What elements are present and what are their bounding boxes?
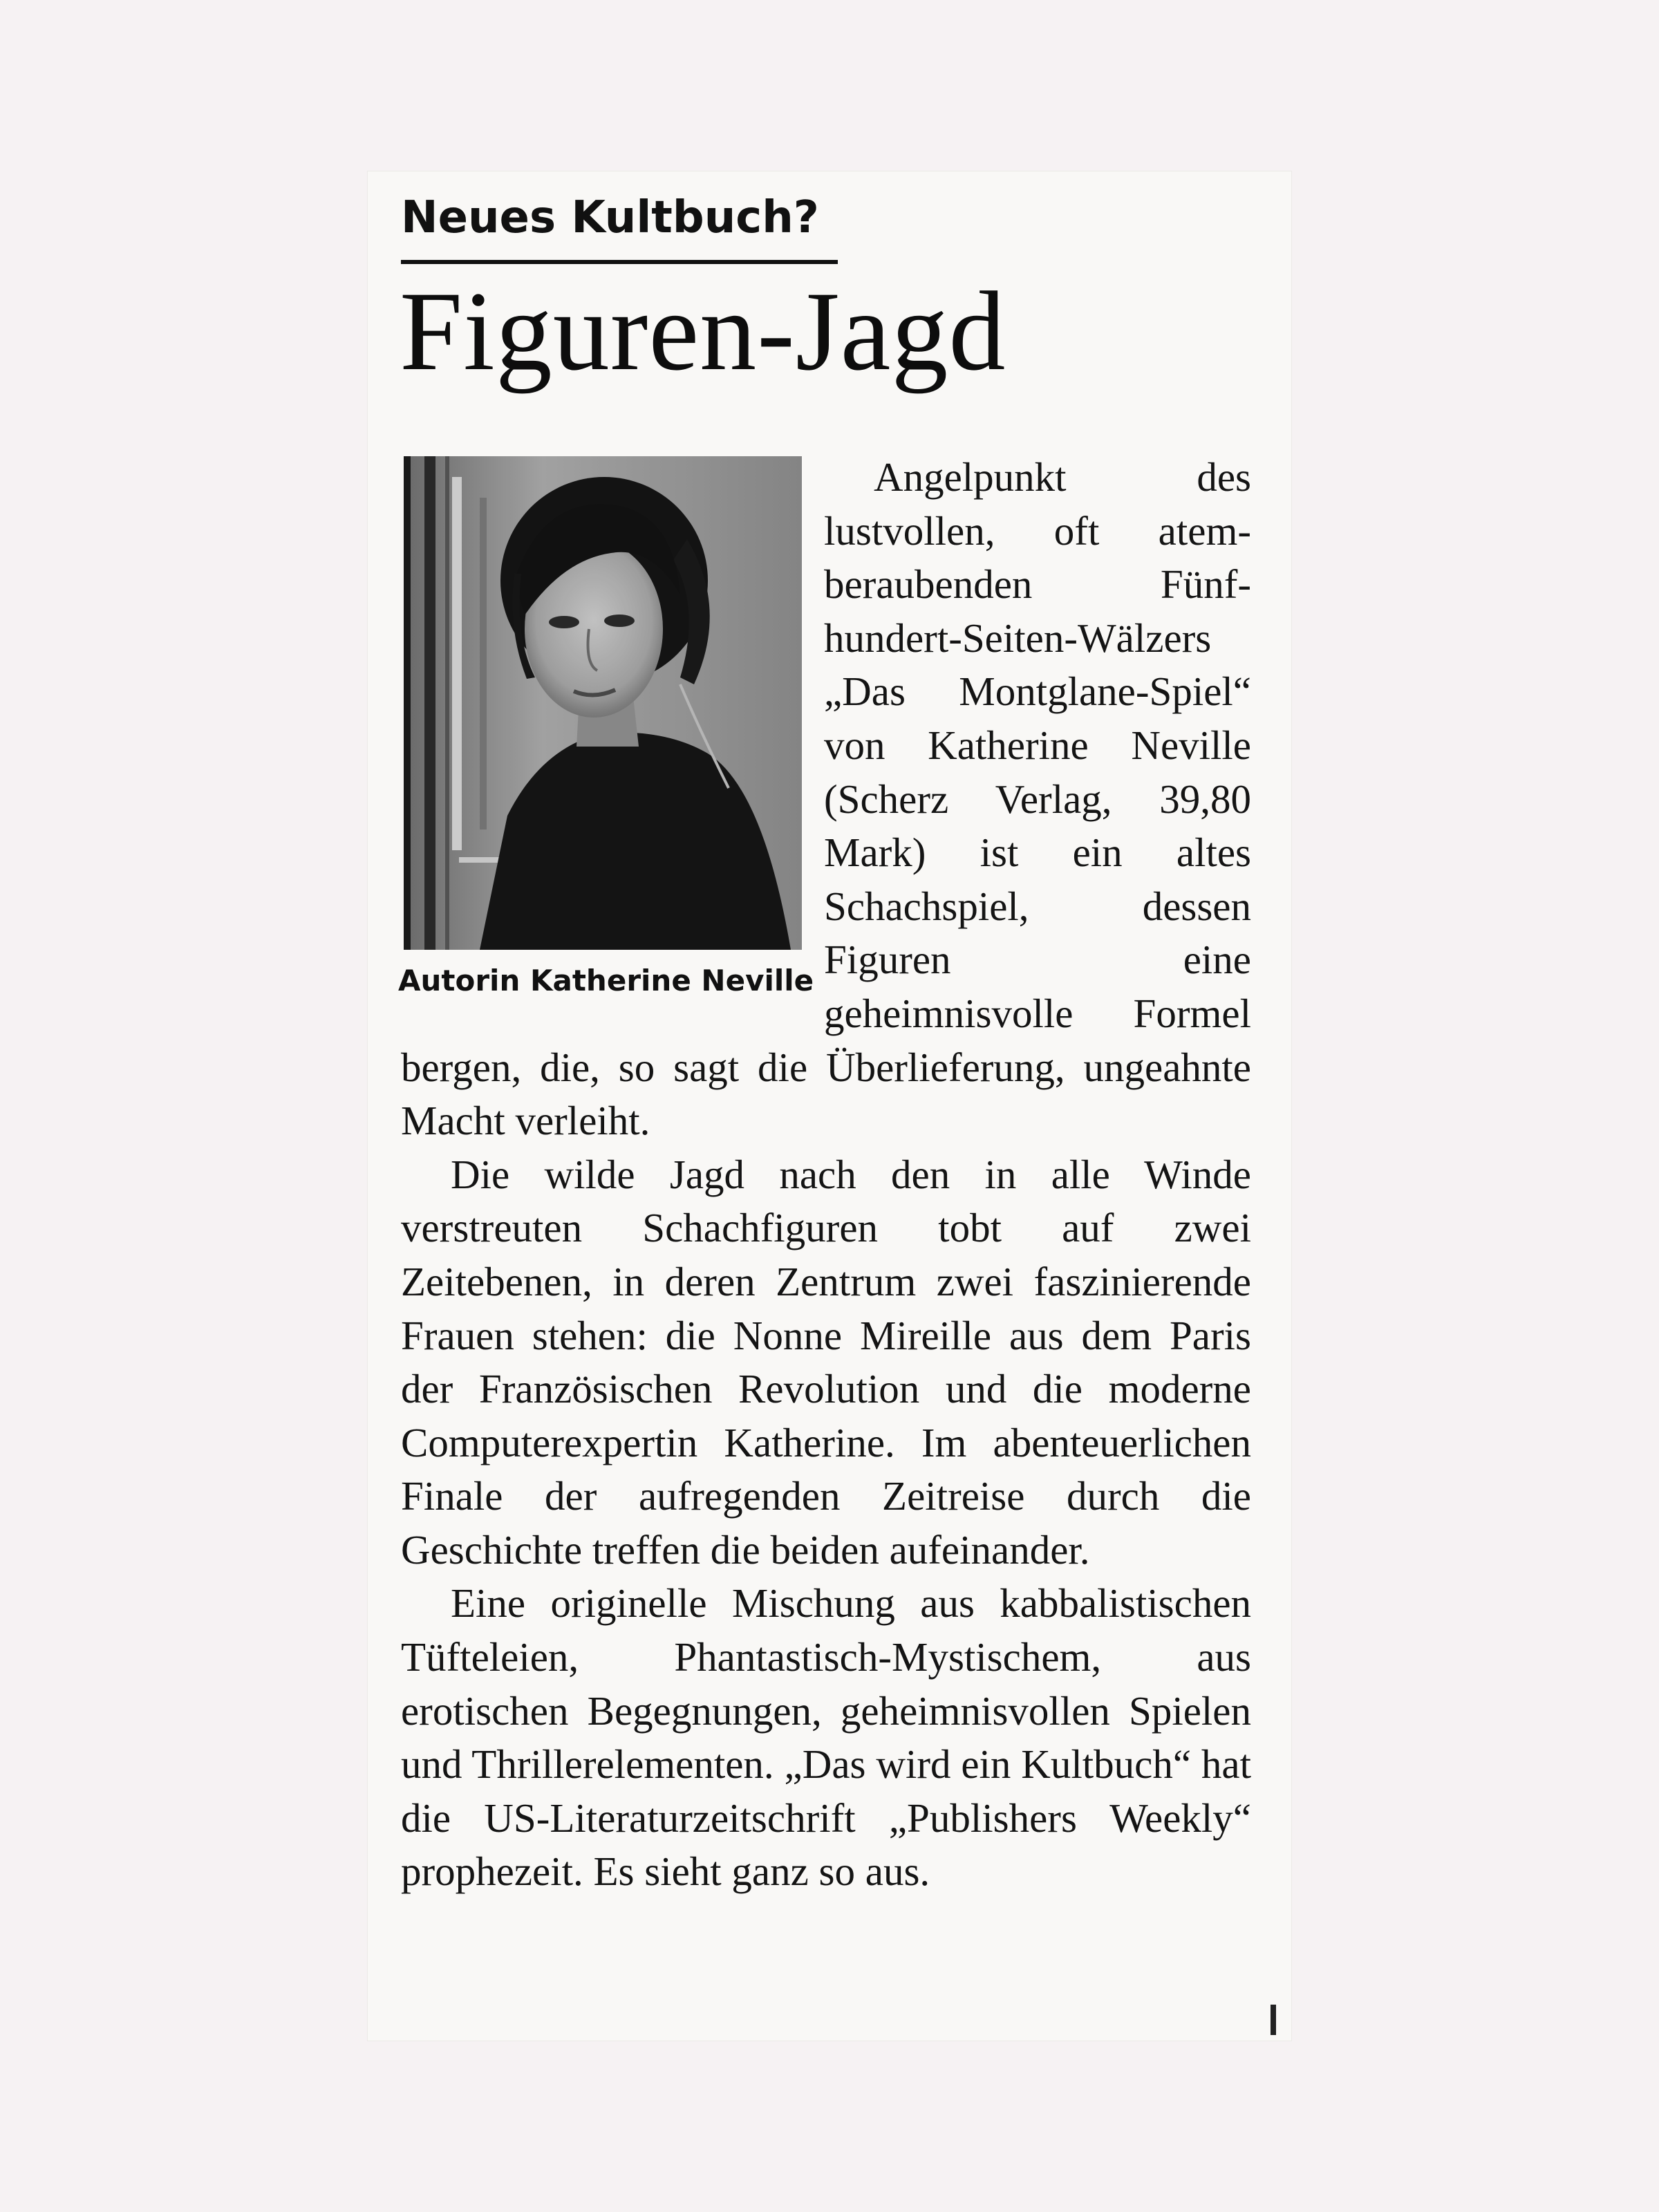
kicker-underline <box>401 260 838 264</box>
article-paragraph: Eine originelle Mischung aus kabbalistischen Tüfteleien, Phantastisch-Mystischem, aus erotischen Begegnungen, geheimnisvollen Spielen und Thrillerelementen. „Das wird ein Kultbuch“ hat die US-Literaturzeitschrift „Publishers Weekly“ prophezeit. Es sieht ganz so aus. <box>401 1580 1251 1895</box>
article-headline: Figuren-Jagd <box>400 269 1006 394</box>
photo-caption: Autorin Katherine Neville <box>398 964 814 997</box>
article-kicker: Neues Kultbuch? <box>401 192 819 243</box>
photo-float-space <box>401 451 824 1038</box>
clipping-edge-mark <box>1271 2005 1276 2035</box>
article-paragraph: Die wilde Jagd nach den in alle Winde verstreuten Schachfiguren tobt auf zwei Zeitebenen, in deren Zentrum zwei faszinierende Frauen stehen: die Nonne Mireille aus dem Paris der Französischen Revolution und die moderne Computerexpertin Katherine. Im abenteuerlichen Finale der aufregenden Zeitreise durch die Geschichte treffen die beiden aufeinander. <box>401 1151 1251 1573</box>
article-body <box>401 451 1251 1899</box>
article-paragraph: Angelpunkt des lustvollen, oft atemberaubenden Fünfhundert-Seiten-Wälzers „Das Montglane-Spiel“ von Katherine Neville (Scherz Verlag, 39,80 Mark) ist ein altes Schachspiel, dessen Figuren eine geheimnisvolle Formel bergen, die, so sagt die Überlieferung, ungeahnte Macht verleiht. <box>401 454 1251 1144</box>
